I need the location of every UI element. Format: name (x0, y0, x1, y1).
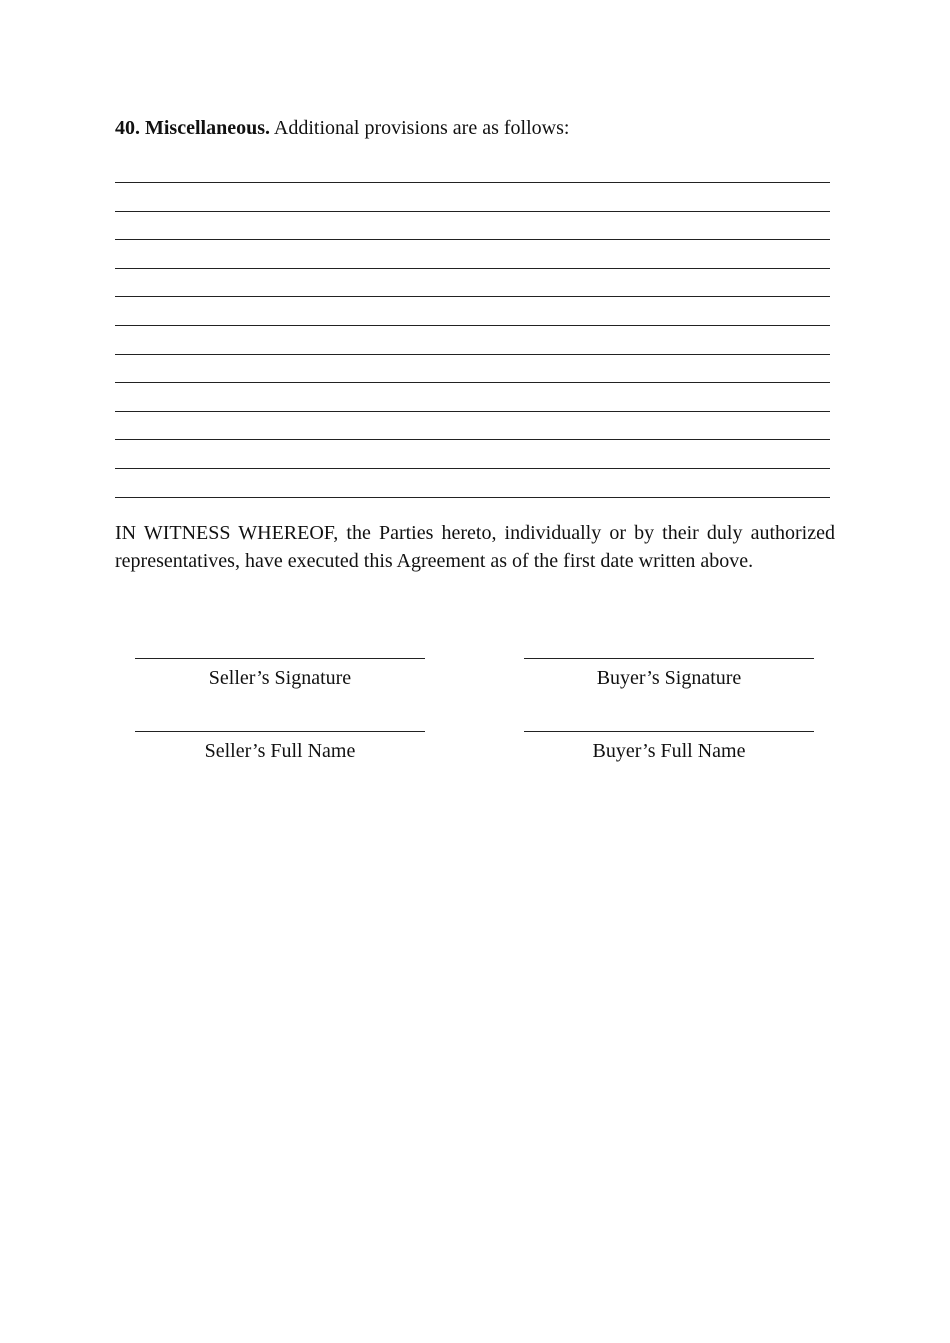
seller-signature-block (135, 658, 425, 691)
blank-line[interactable] (115, 468, 830, 469)
blank-line[interactable] (115, 239, 830, 240)
witness-line-1: IN WITNESS WHEREOF, the Parties hereto, individually or by their duly authorized (115, 522, 835, 544)
seller-name-block (135, 731, 425, 764)
buyer-name-block (524, 731, 814, 764)
blank-line[interactable] (115, 296, 830, 297)
seller-signature-line[interactable] (135, 658, 425, 659)
blank-line[interactable] (115, 382, 830, 383)
blank-line[interactable] (115, 325, 830, 326)
witness-line-2: representatives, have executed this Agreement as of the first date written above. (115, 550, 754, 572)
buyer-name-line[interactable] (524, 731, 814, 732)
buyer-name-label: Buyer’s Full Name (592, 740, 746, 762)
blank-line[interactable] (115, 439, 830, 440)
buyer-signature-block (524, 658, 814, 691)
seller-name-line[interactable] (135, 731, 425, 732)
blank-line[interactable] (115, 211, 830, 212)
section-heading (115, 115, 569, 141)
section-text: Additional provisions are as follows: (270, 117, 570, 139)
buyer-signature-label: Buyer’s Signature (596, 667, 742, 689)
buyer-signature-line[interactable] (524, 658, 814, 659)
blank-line[interactable] (115, 497, 830, 498)
blank-line[interactable] (115, 268, 830, 269)
seller-signature-label: Seller’s Signature (208, 667, 352, 689)
blank-line[interactable] (115, 354, 830, 355)
seller-name-label: Seller’s Full Name (204, 740, 356, 762)
additional-provisions-lines (115, 182, 830, 525)
section-number-title: 40. Miscellaneous. (115, 117, 270, 139)
witness-clause (115, 519, 835, 575)
blank-line[interactable] (115, 411, 830, 412)
blank-line[interactable] (115, 182, 830, 183)
